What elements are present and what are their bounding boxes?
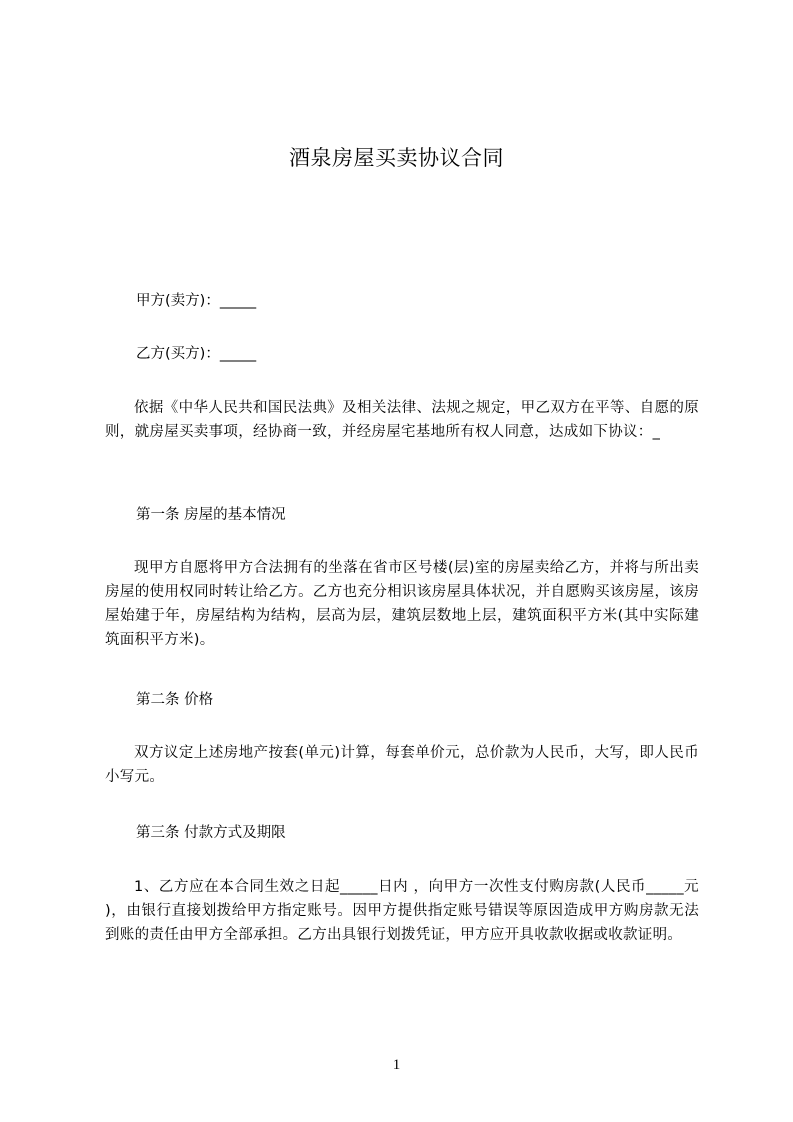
preamble-paragraph: 依据《中华人民共和国民法典》及相关法律、法规之规定，甲乙双方在平等、自愿的原则，就房屋买卖事项，经协商一致，并经房屋宅基地所有权人同意，达成如下协议：_ — [105, 400, 699, 440]
party-a-line: 甲方(卖方)：_____ — [136, 293, 257, 309]
article-1-body: 现甲方自愿将甲方合法拥有的坐落在省市区号楼(层)室的房屋卖给乙方，并将与所出卖房屋的使用权同时转让给乙方。乙方也充分相识该房屋具体状况，并自愿购买该房屋，该房屋始建于年，房屋结构为结构，层高为层，建筑层数地上层，建筑面积平方米(其中实际建筑面积平方米)。 — [105, 560, 699, 648]
page-number: 1 — [392, 1057, 401, 1073]
party-b-line: 乙方(买方)：_____ — [136, 346, 257, 362]
article-2-heading: 第二条 价格 — [136, 692, 214, 708]
document-title: 酒泉房屋买卖协议合同 — [289, 146, 504, 170]
article-2-body: 双方议定上述房地产按套(单元)计算，每套单价元，总价款为人民币，大写，即人民币小写元。 — [105, 745, 699, 785]
article-1-heading: 第一条 房屋的基本情况 — [136, 507, 286, 523]
article-3-clause-1: 1、乙方应在本合同生效之日起_____日内 ，向甲方一次性支付购房款(人民币_____元 )，由银行直接划拨给甲方指定账号。因甲方提供指定账号错误等原因造成甲方购房款无法到账的责任由甲方全部承担。乙方出具银行划拨凭证，甲方应开具收款收据或收款证明。 — [105, 879, 699, 943]
article-3-heading: 第三条 付款方式及期限 — [136, 825, 286, 841]
